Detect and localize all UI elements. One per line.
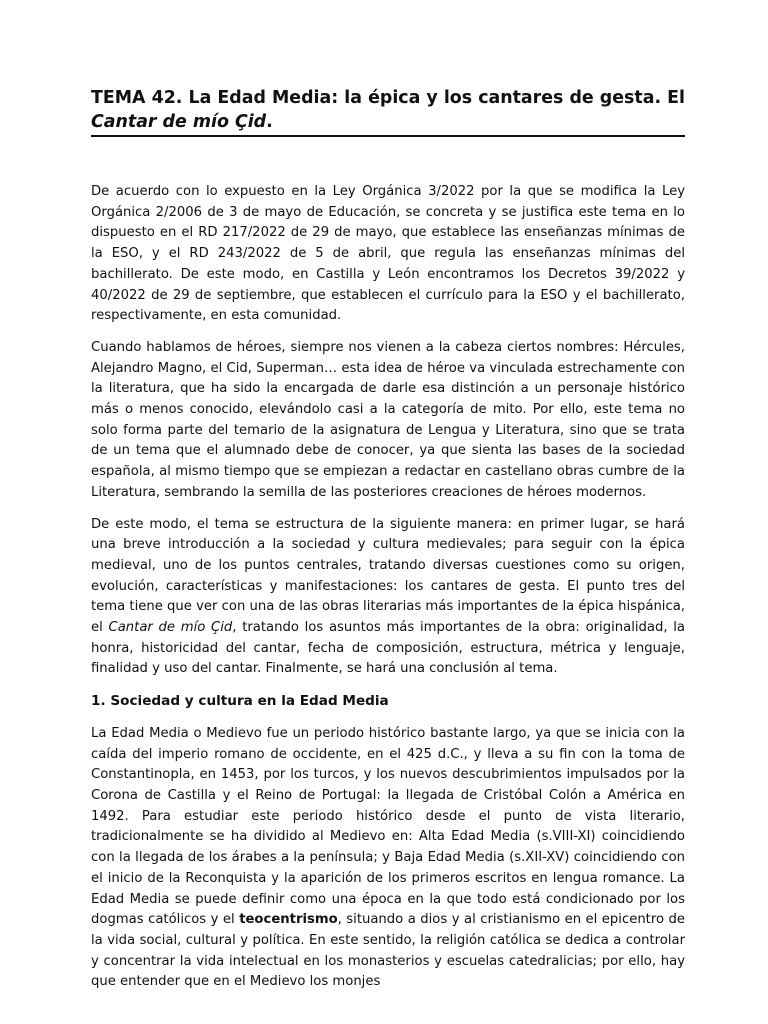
intro-paragraph-heroes: Cuando hablamos de héroes, siempre nos vienen a la cabeza ciertos nombres: Hércules, Alejandro Magno, el Cid, Superman… esta idea de héroe va vinculada estrechamente con la literatura, que ha sido la encargada de darle esa distinción a un personaje histórico más o menos conocido, elevándolo casi a la categoría de mito. Por ello, este tema no solo forma parte del temario de la asignatura de Lengua y Literatura, sino que se trata de un tema que el alumnado debe de conocer, ya que sienta las bases de la sociedad española, al mismo tiempo que se empiezan a redactar en castellano obras cumbre de la Literatura, sembrando la semilla de las posteriores creaciones de héroes modernos. [91,339,685,500]
document-body [91,182,685,1004]
title-block [91,86,685,137]
structure-text-end: , tratando los asuntos más importantes de la obra: originalidad, la honra, historicidad del cantar, fecha de composición, estructura, métrica y lenguaje, finalidad y uso del cantar. Finalmente, se hará una conclusión al tema. [91,620,685,677]
section-heading: 1. Sociedad y cultura en la Edad Media [91,693,389,710]
section-paragraph [91,724,685,993]
section-keyword: teocentrismo [239,912,338,928]
section-text-start: La Edad Media o Medievo fue un periodo histórico bastante largo, ya que se inicia con la caída del imperio romano de occidente, en el 425 d.C., y lleva a su fin con la toma de Constantinopla, en 1453, por los turcos, y los nuevos descubrimientos impulsados por la Corona de Castilla y el Reino de Portugal: la llegada de Cristóbal Colón a América en 1492. Para estudiar este periodo histórico desde el punto de vista literario, tradicionalmente se ha dividido al Medievo en: Alta Edad Media (s.VIII-XI) coincidiendo con la llegada de los árabes a la península; y Baja Edad Media (s.XII-XV) coincidiendo con el inicio de la Reconquista y la aparición de los primeros escritos en lengua romance. La Edad Media se puede definir como una época en la que todo está condicionado por los dogmas católicos y el [91,725,685,928]
title-text: TEMA 42. La Edad Media: la épica y los cantares de gesta. El [91,88,685,108]
intro-paragraph-structure [91,515,685,681]
section-text-end: , situando a dios y al cristianismo en el epicentro de la vida social, cultural y política. En este sentido, la religión católica se dedica a controlar y concentrar la vida intelectual en los monasterios y escuelas catedralicias; por ello, hay que entender que en el Medievo los monjes [91,912,686,990]
intro-paragraph-legal: De acuerdo con lo expuesto en la Ley Orgánica 3/2022 por la que se modifica la Ley Orgánica 2/2006 de 3 de mayo de Educación, se concreta y se justifica este tema en lo dispuesto en el RD 217/2022 de 29 de mayo, que establece las enseñanzas mínimas de la ESO, y el RD 243/2022 de 5 de abril, que regula las enseñanzas mínimas del bachillerato. De este modo, en Castilla y León encontramos los Decretos 39/2022 y 40/2022 de 29 de septiembre, que establecen el currículo para la ESO y el bachillerato, respectivamente, en esta comunidad. [91,184,685,324]
title-work-name: Cantar de mío Çid [91,112,267,132]
title-period: . [266,112,273,132]
structure-text-start: De este modo, el tema se estructura de la siguiente manera: en primer lugar, se hará una breve introducción a la sociedad y cultura medievales; para seguir con la épica medieval, uno de los puntos centrales, tratando diversas cuestiones como su origen, evolución, características y manifestaciones: los cantares de gesta. El punto tres del tema tiene que ver con una de las obras literarias más importantes de la épica hispánica, el [91,516,685,636]
document-title [91,86,685,134]
structure-work-name: Cantar de mío Çid [108,620,233,636]
